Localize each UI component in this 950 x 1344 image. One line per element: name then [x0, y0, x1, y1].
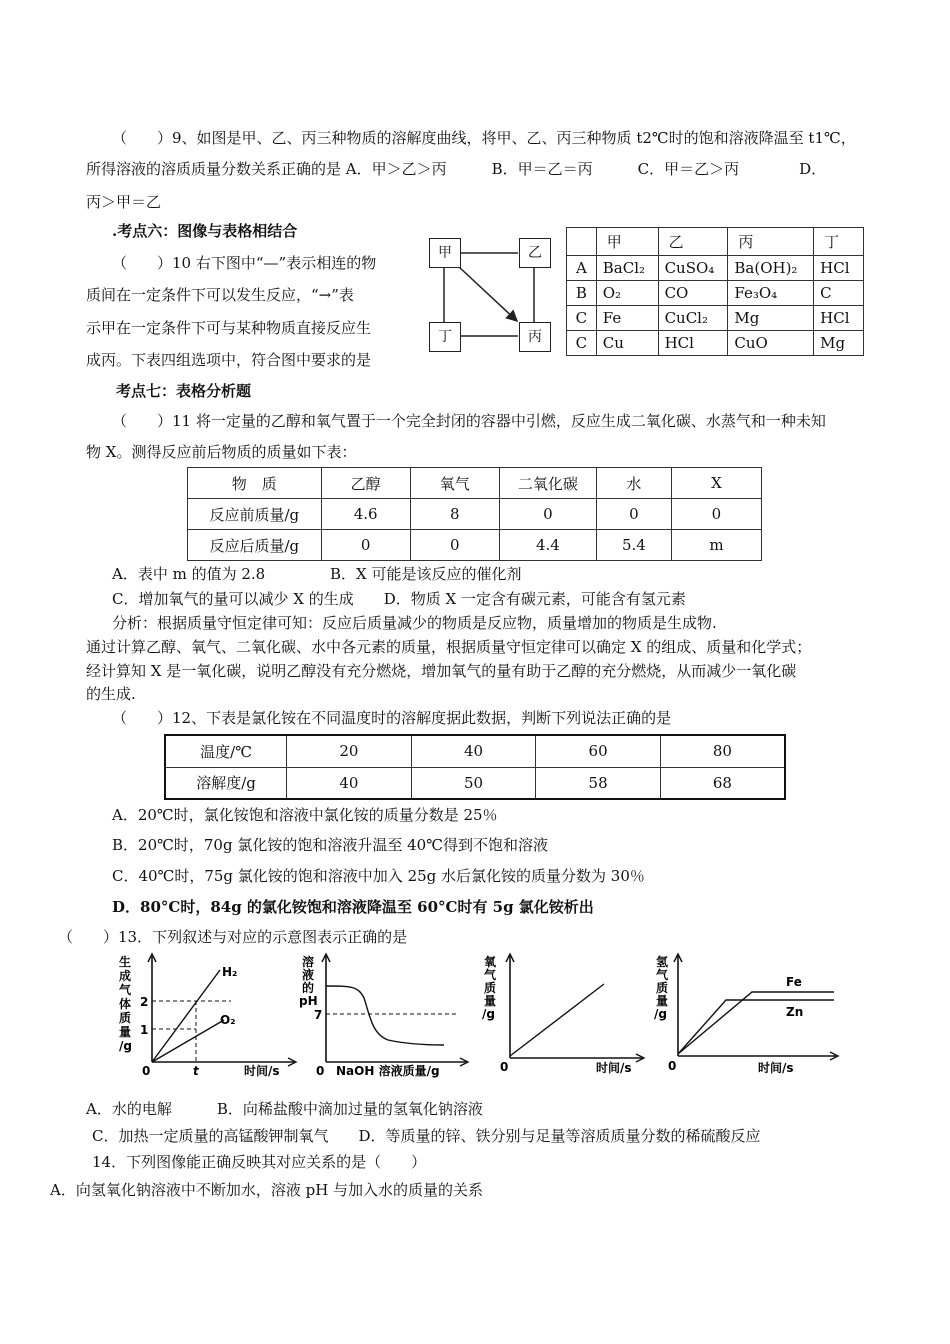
- q11-analysis4: 的生成.: [86, 685, 136, 703]
- g4-ylabel-1: 气: [656, 968, 669, 982]
- cell: HCl: [658, 331, 728, 356]
- th: 物 质: [188, 468, 322, 499]
- th: 乙醇: [321, 468, 410, 499]
- cell: 20: [287, 735, 412, 767]
- q11-line1: （ ）11 将一定量的乙醇和氧气置于一个完全封闭的容器中引燃，反应生成二氧化碳、水蒸气和一种未知: [112, 412, 826, 430]
- cell: CuSO₄: [658, 256, 728, 281]
- cell: Fe: [596, 306, 658, 331]
- cell: Ba(OH)₂: [728, 256, 814, 281]
- g1-tick-2: 2: [140, 995, 149, 1009]
- g1-ylabel-1: 成: [119, 969, 132, 983]
- g4-ylabel-3: 量: [656, 994, 669, 1008]
- g1-label-h2: H₂: [222, 965, 238, 979]
- cell: 8: [410, 499, 499, 530]
- th: 甲: [596, 228, 658, 256]
- g1-label-o2: O₂: [220, 1013, 236, 1027]
- th: 氧气: [410, 468, 499, 499]
- cell: CO: [658, 281, 728, 306]
- q12-stem: （ ）12、下表是氯化铵在不同温度时的溶解度据此数据，判断下列说法正确的是: [112, 709, 672, 727]
- q9-line3: 丙＞甲＝乙: [86, 193, 162, 211]
- cell: 4.4: [499, 530, 596, 561]
- g2-ylabel-2: 的: [302, 981, 315, 995]
- cell: m: [671, 530, 761, 561]
- node-ding: 丁: [429, 322, 461, 352]
- cell: Fe₃O₄: [728, 281, 814, 306]
- g1-ylabel-0: 生: [119, 955, 132, 969]
- cell: C: [567, 331, 597, 356]
- g1-origin: 0: [142, 1064, 151, 1078]
- cell: 温度/℃: [165, 735, 287, 767]
- q14-stem: 14．下列图像能正确反映其对应关系的是（ ）: [92, 1153, 427, 1171]
- node-jia: 甲: [429, 238, 461, 268]
- cell: HCl: [814, 256, 864, 281]
- graph-ph: [296, 950, 476, 1080]
- cell: 0: [671, 499, 761, 530]
- cell: A: [567, 256, 597, 281]
- cell: 58: [536, 767, 661, 799]
- cell: C: [567, 306, 597, 331]
- g1-ylabel-5: 量: [119, 1025, 132, 1039]
- cell: 40: [411, 735, 536, 767]
- g3-ylabel-0: 氧: [484, 955, 497, 969]
- th: 丙: [728, 228, 814, 256]
- g4-label-fe: Fe: [786, 975, 802, 989]
- g4-ylabel-4: /g: [654, 1007, 667, 1021]
- cell: Cu: [596, 331, 658, 356]
- cell: 60: [536, 735, 661, 767]
- kd7-heading: 考点七：表格分析题: [116, 382, 252, 400]
- g1-tick-1: 1: [140, 1023, 149, 1037]
- q12-optC: C．40℃时，75g 氯化铵的饱和溶液中加入 25g 水后氯化铵的质量分数为 30％: [112, 867, 645, 885]
- q10-line4: 成丙。下表四组选项中，符合图中要求的是: [86, 351, 372, 369]
- q11-optAB: A．表中 m 的值为 2.8 B．X 可能是该反应的催化剂: [112, 565, 522, 583]
- g4-xlabel: 时间/s: [758, 1061, 794, 1075]
- g2-ylabel-1: 液: [302, 968, 315, 982]
- cell: Mg: [814, 331, 864, 356]
- th: 乙: [658, 228, 728, 256]
- cell: CuCl₂: [658, 306, 728, 331]
- cell: Mg: [728, 306, 814, 331]
- g3-ylabel-4: /g: [482, 1007, 495, 1021]
- q14-optA: A．向氢氧化钠溶液中不断加水，溶液 pH 与加入水的质量的关系: [50, 1181, 484, 1199]
- q12-optA: A．20℃时，氯化铵饱和溶液中氯化铵的质量分数是 25％: [112, 806, 498, 824]
- g3-xlabel: 时间/s: [596, 1061, 632, 1075]
- q10-line3: 示甲在一定条件下可与某种物质直接反应生: [86, 319, 372, 337]
- q11-analysis2: 通过计算乙醇、氧气、二氧化碳、水中各元素的质量，根据质量守恒定律可以确定 X 的组成、质量和化学式；: [86, 638, 812, 656]
- g3-ylabel-2: 质: [484, 981, 497, 995]
- g2-origin: 0: [316, 1064, 325, 1078]
- q13-stem: （ ）13．下列叙述与对应的示意图表示正确的是: [58, 928, 408, 946]
- cell: 0: [410, 530, 499, 561]
- g1-ylabel-3: 体: [119, 997, 132, 1011]
- q13-optCD: C．加热一定质量的高锰酸钾制氧气 D．等质量的锌、铁分别与足量等溶质质量分数的稀硫酸反应: [92, 1127, 761, 1145]
- g4-ylabel-0: 氢: [656, 955, 669, 969]
- g4-label-zn: Zn: [786, 1005, 804, 1019]
- g2-ylabel-0: 溶: [302, 955, 315, 969]
- th: 丁: [814, 228, 864, 256]
- cell: B: [567, 281, 597, 306]
- q12-optD: D．80°C时，84g 的氯化铵饱和溶液降温至 60°C时有 5g 氯化铵析出: [112, 898, 594, 916]
- cell: 反应后质量/g: [188, 530, 322, 561]
- g3-ylabel-1: 气: [484, 968, 497, 982]
- q11-optCD: C．增加氧气的量可以减少 X 的生成 D．物质 X 一定含有碳元素，可能含有氢元素: [112, 590, 686, 608]
- kd6-heading: .考点六：图像与表格相结合: [112, 222, 298, 240]
- q12-table: [164, 734, 786, 800]
- cell: 80: [660, 735, 785, 767]
- cell: C: [814, 281, 864, 306]
- q10-table: [566, 227, 864, 356]
- th: [567, 228, 597, 256]
- g1-ylabel-2: 气: [119, 983, 132, 997]
- cell: BaCl₂: [596, 256, 658, 281]
- g3-ylabel-3: 量: [484, 994, 497, 1008]
- cell: 50: [411, 767, 536, 799]
- graph-hydrogen: [650, 950, 840, 1080]
- g3-origin: 0: [500, 1060, 509, 1074]
- q10-line2: 质间在一定条件下可以发生反应，“→”表: [86, 286, 354, 304]
- cell: 4.6: [321, 499, 410, 530]
- graph-oxygen: [476, 950, 646, 1080]
- q11-analysis3: 经计算知 X 是一氧化碳，说明乙醇没有充分燃烧，增加氧气的量有助于乙醇的充分燃烧，从而减少一氧化碳: [86, 662, 797, 680]
- node-bing: 丙: [519, 322, 551, 352]
- cell: 5.4: [596, 530, 671, 561]
- q13-optAB: A．水的电解 B．向稀盐酸中滴加过量的氢氧化钠溶液: [86, 1100, 483, 1118]
- g1-xlabel: 时间/s: [244, 1064, 280, 1078]
- graph-electrolysis: [116, 950, 306, 1080]
- g4-ylabel-2: 质: [656, 981, 669, 995]
- th: X: [671, 468, 761, 499]
- cell: 溶解度/g: [165, 767, 287, 799]
- cell: 68: [660, 767, 785, 799]
- g4-origin: 0: [668, 1059, 677, 1073]
- g1-tick-t: t: [193, 1064, 199, 1078]
- th: 水: [596, 468, 671, 499]
- cell: O₂: [596, 281, 658, 306]
- cell: 0: [499, 499, 596, 530]
- cell: 40: [287, 767, 412, 799]
- g1-ylabel-4: 质: [119, 1011, 132, 1025]
- cell: CuO: [728, 331, 814, 356]
- g1-ylabel-6: /g: [119, 1039, 132, 1053]
- cell: HCl: [814, 306, 864, 331]
- q10-line1: （ ）10 右下图中“—”表示相连的物: [112, 254, 377, 272]
- q11-analysis1: 分析：根据质量守恒定律可知：反应后质量减少的物质是反应物，质量增加的物质是生成物.: [112, 614, 717, 632]
- q11-line2: 物 X。测得反应前后物质的质量如下表：: [86, 443, 357, 461]
- cell: 0: [321, 530, 410, 561]
- cell: 0: [596, 499, 671, 530]
- q9-line2: 所得溶液的溶质质量分数关系正确的是 A．甲＞乙＞丙 B．甲＝乙＝丙 C．甲＝乙＞丙 D．: [86, 160, 827, 178]
- cell: 反应前质量/g: [188, 499, 322, 530]
- q9-line1: （ ）9、如图是甲、乙、丙三种物质的溶解度曲线，将甲、乙、丙三种物质 t2℃时的饱和溶液降温至 t1℃，: [112, 129, 856, 147]
- q12-optB: B．20℃时，70g 氯化铵的饱和溶液升温至 40℃得到不饱和溶液: [112, 836, 548, 854]
- g2-tick-7: 7: [314, 1008, 323, 1022]
- node-yi: 乙: [519, 238, 551, 268]
- q11-table: [187, 467, 762, 561]
- g2-xlabel: NaOH 溶液质量/g: [336, 1064, 440, 1078]
- g2-ylabel-3: pH: [299, 994, 318, 1008]
- th: 二氧化碳: [499, 468, 596, 499]
